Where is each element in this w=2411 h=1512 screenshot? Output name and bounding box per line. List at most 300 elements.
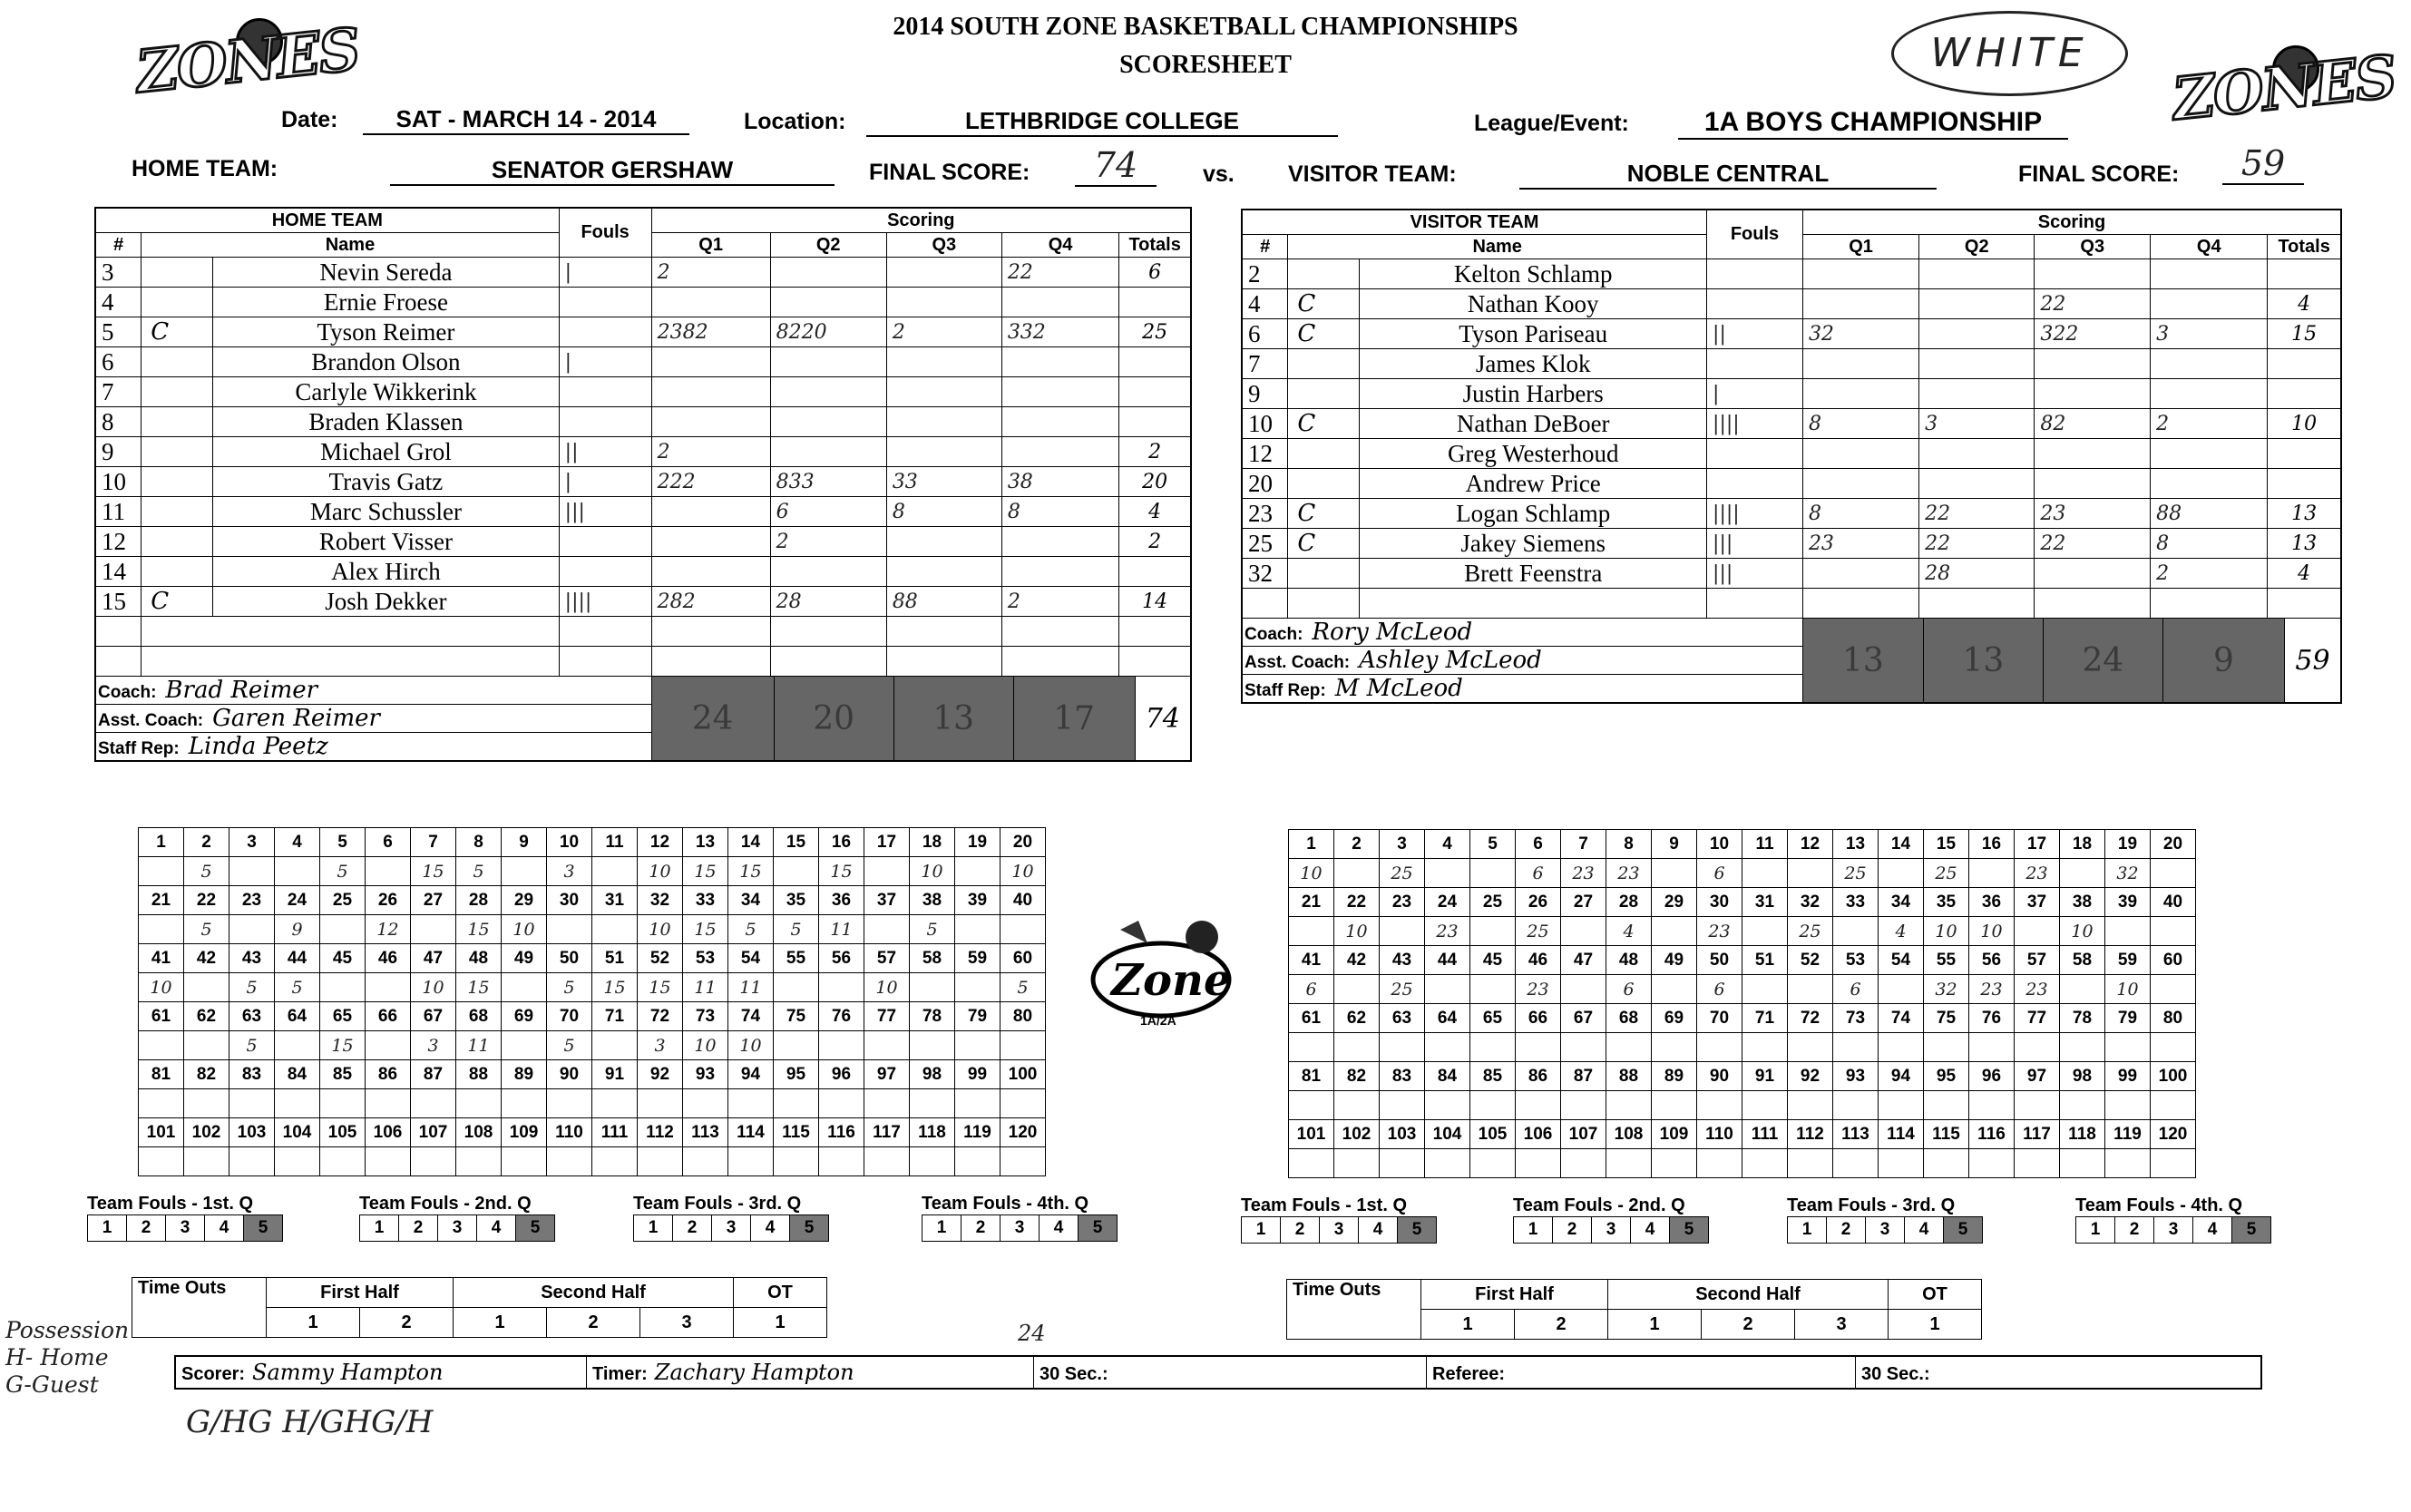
grid-scorer-cell [774,857,819,886]
grid-point-number: 76 [819,1002,864,1031]
grid-point-number: 10 [1697,830,1742,859]
home-team-label: HOME TEAM: [132,156,278,181]
grid-scorer-cell [275,1031,320,1060]
grid-point-number: 107 [1561,1120,1606,1149]
empty-cell [1001,647,1119,677]
foul-box: 4 [1631,1217,1670,1244]
grid-scorer-cell: 10 [2060,917,2105,946]
player-total: 4 [2268,289,2341,319]
grid-scorer-cell [1879,1091,1924,1120]
grid-scorer-cell [1652,917,1697,946]
grid-point-number: 9 [502,828,547,857]
grid-point-number: 40 [1001,886,1046,915]
player-q1-points: 23 [1802,529,1918,559]
grid-scorer-cell [1561,1033,1606,1062]
captain-mark [1288,439,1360,469]
player-fouls: | [559,347,651,377]
empty-cell [142,617,559,647]
player-q2-points: 833 [770,467,886,497]
foul-box: 3 [1866,1217,1905,1244]
grid-point-number: 102 [184,1118,229,1147]
grid-point-number: 67 [1561,1004,1606,1033]
grid-point-number: 112 [638,1118,683,1147]
grid-scorer-cell [1742,1091,1788,1120]
quarter-totals-cell [651,677,1191,762]
home-final-label: FINAL SCORE: [869,160,1030,185]
grid-scorer-cell [1561,1149,1606,1178]
player-q4-points [2151,439,2268,469]
foul-box: 1 [88,1215,127,1242]
grid-point-number: 66 [366,1002,411,1031]
player-q2-points [770,347,886,377]
grid-scorer-cell: 10 [139,973,184,1002]
player-q3-points [886,258,1001,288]
grid-scorer-cell: 6 [1516,859,1561,888]
team-fouls-boxes [2075,1216,2271,1244]
grid-point-number: 28 [456,886,502,915]
grid-point-number: 27 [411,886,456,915]
grid-point-number: 42 [184,944,229,973]
foul-box: 5 [2232,1217,2271,1244]
player-name: Tyson Reimer [213,317,559,347]
empty-cell [1001,617,1119,647]
timeout-box: 1 [267,1308,360,1338]
foul-box: 3 [438,1215,477,1242]
grid-point-number: 101 [139,1118,184,1147]
player-q1-points: 222 [651,467,770,497]
player-q3-points [2035,439,2151,469]
grid-point-number: 60 [2151,946,2196,975]
player-total [1119,407,1191,437]
referee-thirty-sec-cell: 30 Sec.: [1856,1356,2262,1389]
grid-scorer-cell: 6 [1289,975,1334,1004]
grid-number-row [139,1118,1046,1147]
grid-scorer-cell [1833,917,1879,946]
grid-point-number: 51 [1742,946,1788,975]
player-row [1242,379,2341,409]
grid-number-row [1289,1004,2196,1033]
player-fouls: | [559,467,651,497]
foul-box: 4 [1905,1217,1944,1244]
foul-box: 2 [399,1215,438,1242]
foul-box: 1 [1242,1217,1281,1244]
player-fouls [559,288,651,317]
grid-scorer-cell [1425,1091,1470,1120]
foul-box: 3 [2154,1217,2193,1244]
grid-scorer-cell [1289,1033,1334,1062]
team-fouls-quarter [87,1194,283,1242]
player-q2-points: 28 [1919,559,2035,589]
player-number: 10 [1242,409,1288,439]
captain-mark [142,288,213,317]
player-q4-points: 3 [2151,319,2268,349]
grid-point-number: 104 [1425,1120,1470,1149]
grid-point-number: 78 [910,1002,955,1031]
player-q3-points [886,347,1001,377]
timer-cell: Timer: Zachary Hampton [587,1356,1034,1389]
grid-point-number: 14 [728,828,774,857]
grid-scorer-cell [1334,1033,1380,1062]
grid-point-number: 90 [1697,1062,1742,1091]
player-q2-points [770,407,886,437]
grid-scorer-cell: 15 [456,973,502,1002]
foul-box: 5 [1944,1217,1983,1244]
player-q4-points [1001,377,1119,407]
grid-point-number: 17 [864,828,910,857]
grid-scorer-cell [955,1089,1001,1118]
grid-scorer-cell [184,973,229,1002]
grid-point-number: 75 [1924,1004,1969,1033]
grid-point-number: 45 [320,944,366,973]
grid-scorer-cell: 5 [456,857,502,886]
grid-scorer-cell: 5 [774,915,819,944]
grid-point-number: 31 [592,886,638,915]
grid-point-number: 59 [955,944,1001,973]
player-row [1242,499,2341,529]
player-total: 4 [1119,497,1191,527]
player-q1-points: 282 [651,587,770,617]
grid-point-number: 111 [1742,1120,1788,1149]
grid-scorer-cell: 12 [366,915,411,944]
grid-scorer-cell [1969,1091,2015,1120]
grid-scorer-cell [774,1089,819,1118]
player-name: Josh Dekker [213,587,559,617]
grid-point-number: 21 [1289,888,1334,917]
timeout-box: 2 [360,1308,454,1338]
player-q4-points: 22 [1001,258,1119,288]
grid-point-number: 119 [955,1118,1001,1147]
player-q3-points [886,437,1001,467]
timeout-box: 1 [1608,1310,1702,1340]
grid-scorer-cell: 5 [910,915,955,944]
grid-point-number: 65 [1470,1004,1516,1033]
grid-point-number: 23 [229,886,275,915]
player-name: Ernie Froese [213,288,559,317]
timeout-box: 3 [1795,1310,1889,1340]
grid-point-number: 85 [1470,1062,1516,1091]
grid-point-number: 6 [366,828,411,857]
grid-point-number: 78 [2060,1004,2105,1033]
grid-point-number: 44 [1425,946,1470,975]
grid-point-number: 91 [1742,1062,1788,1091]
grid-scorer-cell: 5 [320,857,366,886]
grid-point-number: 112 [1788,1120,1833,1149]
player-fouls [559,377,651,407]
grid-scorer-cell [1516,1149,1561,1178]
grid-point-number: 85 [320,1060,366,1089]
page-subtitle: SCORESHEET [1119,51,1292,79]
player-q3-points [886,557,1001,587]
grid-scorer-cell [411,915,456,944]
player-number: 32 [1242,559,1288,589]
home-q3-total: 13 [893,677,1013,760]
visitor-running-score-grid [1288,829,2196,1178]
grid-scorer-cell [1289,1149,1334,1178]
player-name: Marc Schussler [213,497,559,527]
player-fouls: | [1707,379,1803,409]
captain-mark: C [1288,529,1360,559]
player-q4-points [1001,407,1119,437]
foul-box: 1 [1788,1217,1827,1244]
q3-header: Q3 [886,233,1001,258]
first-half-label: First Half [267,1278,454,1308]
player-q2-points [1919,259,2035,289]
grid-scorer-cell [184,1031,229,1060]
player-total: 4 [2268,559,2341,589]
vs-label: vs. [1203,161,1235,187]
player-number: 7 [95,377,142,407]
grid-scorer-cell: 3 [547,857,592,886]
player-q1-points: 2 [651,258,770,288]
grid-point-number: 84 [1425,1062,1470,1091]
visitor-q3-total: 24 [2043,619,2162,702]
player-total: 13 [2268,529,2341,559]
captain-mark [1288,259,1360,289]
visitor-quarter-totals [1803,619,2340,702]
grid-scorer-cell [1742,917,1788,946]
grid-point-number: 25 [320,886,366,915]
grid-scorer-cell: 5 [275,973,320,1002]
grid-point-number: 61 [139,1002,184,1031]
visitor-q1-total: 13 [1803,619,1924,702]
visitor-final-score: 59 [2222,143,2304,185]
player-q4-points [1001,557,1119,587]
grid-scorer-cell [229,1089,275,1118]
grid-point-number: 4 [1425,830,1470,859]
grid-scorer-cell: 23 [1561,859,1606,888]
home-q4-total: 17 [1013,677,1135,760]
grid-point-number: 11 [592,828,638,857]
grid-scorer-cell: 25 [1516,917,1561,946]
grid-scorer-cell [320,1147,366,1176]
player-q1-points [651,497,770,527]
grid-point-number: 9 [1652,830,1697,859]
grid-scorer-cell [955,1031,1001,1060]
grid-point-number: 31 [1742,888,1788,917]
grid-scorer-cell: 10 [1334,917,1380,946]
grid-scorer-cell [275,1147,320,1176]
grid-number-row [1289,946,2196,975]
player-q2-points [1919,289,2035,319]
foul-box: 2 [1827,1217,1866,1244]
grid-point-number: 25 [1470,888,1516,917]
grid-scorer-cell: 10 [411,973,456,1002]
grid-point-number: 119 [2105,1120,2151,1149]
player-fouls [1707,349,1803,379]
grid-point-number: 75 [774,1002,819,1031]
grid-scorer-cell [1652,1091,1697,1120]
grid-scorer-cell: 5 [229,973,275,1002]
grid-point-number: 82 [1334,1062,1380,1091]
grid-scorer-cell: 4 [1879,917,1924,946]
foul-box: 4 [205,1215,244,1242]
scorer-cell: Scorer: Sammy Hampton [175,1356,587,1389]
player-row [1242,529,2341,559]
player-name: Jakey Siemens [1360,529,1707,559]
player-q1-points: 32 [1802,319,1918,349]
grid-scorer-cell: 9 [275,915,320,944]
player-row [1242,319,2341,349]
grid-scorer-cell: 10 [910,857,955,886]
player-fouls: |||| [559,587,651,617]
player-q4-points: 2 [2151,409,2268,439]
grid-point-number: 87 [411,1060,456,1089]
captain-mark [1288,469,1360,499]
grid-point-number: 70 [547,1002,592,1031]
player-name: James Klok [1360,349,1707,379]
grid-scorer-row [1289,917,2196,946]
player-total: 20 [1119,467,1191,497]
captain-mark: C [1288,319,1360,349]
grid-scorer-cell [366,973,411,1002]
player-total: 13 [2268,499,2341,529]
player-name: Nevin Sereda [213,258,559,288]
player-number: 3 [95,258,142,288]
player-name: Kelton Schlamp [1360,259,1707,289]
player-q2-points [770,437,886,467]
time-outs-label: Time Outs [1287,1280,1421,1340]
grid-scorer-cell [1652,1149,1697,1178]
grid-point-number: 29 [1652,888,1697,917]
grid-scorer-cell: 6 [1606,975,1652,1004]
foul-box: 3 [166,1215,205,1242]
coach-name: Brad Reimer [165,677,318,704]
empty-row [95,617,1191,647]
team-fouls-quarter [1787,1195,1983,1244]
player-number: 20 [1242,469,1288,499]
grid-scorer-cell [229,1147,275,1176]
player-q3-points [2035,589,2151,619]
grid-point-number: 71 [592,1002,638,1031]
player-number: 4 [1242,289,1288,319]
grid-point-number: 41 [1289,946,1334,975]
captain-mark [142,467,213,497]
grid-scorer-cell [1470,859,1516,888]
empty-cell [559,647,651,677]
ot-label: OT [734,1278,827,1308]
player-number: 4 [95,288,142,317]
grid-point-number: 73 [1833,1004,1879,1033]
grid-scorer-cell [1001,1147,1046,1176]
grid-point-number: 99 [955,1060,1001,1089]
captain-mark [142,557,213,587]
name-header: Name [142,233,559,258]
grid-point-number: 21 [139,886,184,915]
grid-scorer-cell [2151,975,2196,1004]
grid-scorer-cell [1788,975,1833,1004]
grid-scorer-cell [229,857,275,886]
grid-point-number: 48 [1606,946,1652,975]
player-row [95,317,1191,347]
player-number: 12 [1242,439,1288,469]
player-q2-points [770,258,886,288]
home-player-rows [95,258,1191,677]
timeout-box: 1 [454,1308,547,1338]
player-q2-points [1919,379,2035,409]
foul-box: 4 [1359,1217,1398,1244]
grid-point-number: 32 [638,886,683,915]
grid-scorer-cell [1289,917,1334,946]
grid-point-number: 110 [547,1118,592,1147]
grid-scorer-cell: 23 [2015,975,2060,1004]
grid-point-number: 40 [2151,888,2196,917]
team-fouls-label: Team Fouls - 2nd. Q [359,1194,532,1214]
grid-scorer-cell [1516,1091,1561,1120]
home-team-table [94,207,1192,762]
team-fouls-quarter [2075,1195,2271,1244]
player-q3-points [2035,559,2151,589]
grid-scorer-cell [366,1031,411,1060]
number-header: # [1242,235,1288,259]
player-q2-points [770,288,886,317]
grid-scorer-cell [184,1089,229,1118]
grid-point-number: 94 [728,1060,774,1089]
timeout-box: 3 [640,1308,734,1338]
timeout-box: 1 [1889,1310,1982,1340]
grid-scorer-cell: 15 [320,1031,366,1060]
visitor-timeouts [1286,1279,1982,1340]
player-fouls [1707,439,1803,469]
grid-point-number: 83 [1380,1062,1425,1091]
player-q4-points [1001,527,1119,557]
grid-point-number: 111 [592,1118,638,1147]
grid-point-number: 15 [774,828,819,857]
grid-point-number: 62 [184,1002,229,1031]
player-number: 25 [1242,529,1288,559]
grid-scorer-cell: 15 [638,973,683,1002]
grid-point-number: 46 [1516,946,1561,975]
grid-point-number: 80 [1001,1002,1046,1031]
grid-point-number: 49 [502,944,547,973]
officials-table [174,1355,2262,1390]
grid-scorer-cell [229,915,275,944]
player-q3-points [886,377,1001,407]
grid-scorer-cell [139,1147,184,1176]
grid-scorer-cell: 10 [2105,975,2151,1004]
grid-point-number: 105 [1470,1120,1516,1149]
player-row [1242,469,2341,499]
asst-coach-row: Asst. Coach: Garen Reimer [95,705,651,733]
grid-point-number: 116 [1969,1120,2015,1149]
grid-scorer-cell: 23 [1969,975,2015,1004]
grid-point-number: 118 [910,1118,955,1147]
player-row [1242,259,2341,289]
ot-label: OT [1889,1280,1982,1310]
player-q2-points: 28 [770,587,886,617]
player-q1-points [651,377,770,407]
grid-point-number: 110 [1697,1120,1742,1149]
player-q1-points: 8 [1802,499,1918,529]
grid-point-number: 88 [1606,1062,1652,1091]
foul-box: 1 [360,1215,399,1242]
foul-box: 5 [516,1215,555,1242]
scorer-name: Sammy Hampton [252,1360,444,1385]
grid-point-number: 18 [2060,830,2105,859]
grid-point-number: 96 [1969,1062,2015,1091]
grid-point-number: 89 [502,1060,547,1089]
grid-point-number: 91 [592,1060,638,1089]
grid-scorer-cell [1425,1033,1470,1062]
grid-scorer-cell [1334,1091,1380,1120]
grid-point-number: 74 [1879,1004,1924,1033]
grid-scorer-cell: 5 [547,1031,592,1060]
grid-scorer-cell [1924,1033,1969,1062]
foul-box: 1 [2076,1217,2115,1244]
grid-point-number: 13 [683,828,728,857]
empty-cell [770,647,886,677]
player-q3-points [886,527,1001,557]
player-q1-points [1802,259,1918,289]
